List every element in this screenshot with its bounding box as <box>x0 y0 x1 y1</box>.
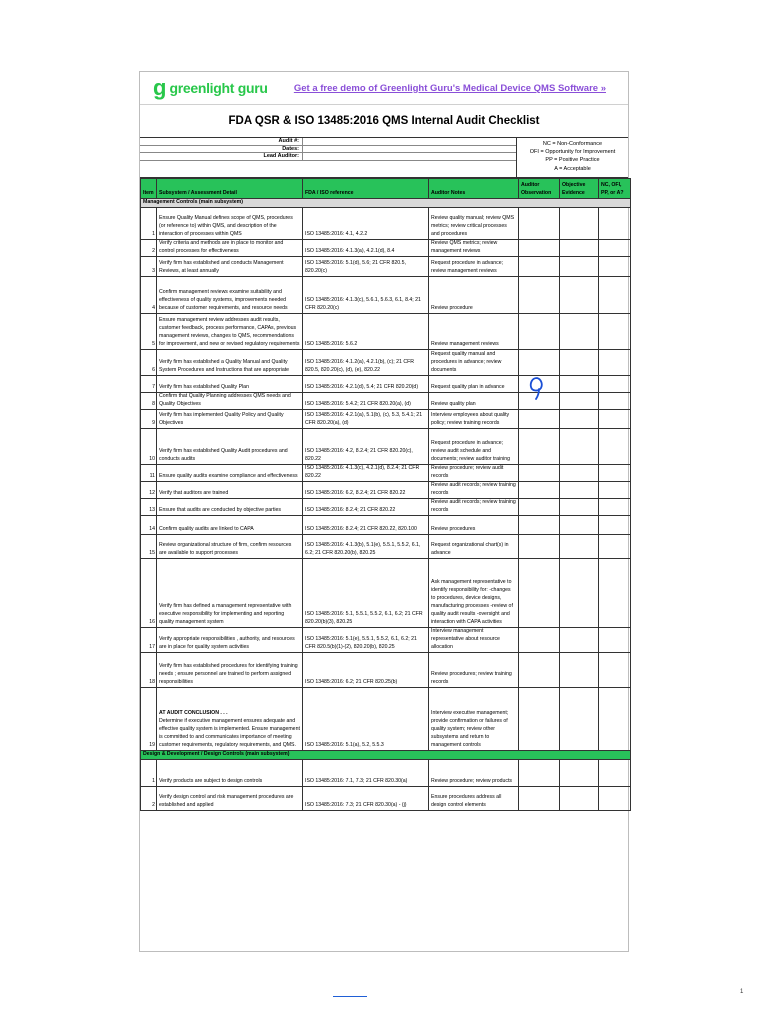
audit-number-field[interactable] <box>302 138 516 145</box>
assessment-detail <box>157 786 303 810</box>
rating-cell[interactable] <box>599 409 631 428</box>
checklist-row <box>141 652 631 687</box>
checklist-row <box>141 428 631 464</box>
reference: ISO 13485:2016: 4.2.1(a), 5.1(b), (c), 5.3, 5.4.1; 21 CFR 820.20(a), (d) <box>303 409 429 428</box>
objective-evidence-cell[interactable] <box>560 277 599 314</box>
rating-cell[interactable] <box>599 786 631 810</box>
section-title: Management Controls (main subsystem) <box>141 199 631 208</box>
item-number: 8 <box>141 393 157 410</box>
assessment-detail <box>157 464 303 481</box>
detail-text: Verify firm has established Quality Audit procedures and conducts audits <box>159 448 288 462</box>
auditor-observation-cell[interactable] <box>519 687 560 750</box>
audit-info-block <box>140 138 628 178</box>
rating-cell[interactable] <box>599 428 631 464</box>
reference: ISO 13485:2016: 4.1.3(c), 4.2.1(d), 8.2.4; 21 CFR 820.22 <box>303 464 429 481</box>
reference: ISO 13485:2016: 6.2; 21 CFR 820.25(b) <box>303 652 429 687</box>
objective-evidence-cell[interactable] <box>560 409 599 428</box>
auditor-observation-cell[interactable] <box>519 759 560 786</box>
auditor-observation-cell[interactable] <box>519 428 560 464</box>
auditor-notes: Review quality plan <box>429 393 519 410</box>
reference: ISO 13485:2016: 4.1.3(b), 5.1(e), 5.5.1, 5.5.2, 6.1, 6.2; 21 CFR 820.20(b), 820.25 <box>303 534 429 558</box>
header-banner <box>140 72 628 105</box>
auditor-notes: Request quality manual and procedures in advance; review documents <box>429 350 519 376</box>
objective-evidence-cell[interactable] <box>560 759 599 786</box>
col-assessment-detail: Subsystem / Assessment Detail <box>157 179 303 199</box>
checklist-row <box>141 498 631 515</box>
item-number: 5 <box>141 314 157 350</box>
auditor-notes: Ensure procedures address all design control elements <box>429 786 519 810</box>
rating-cell[interactable] <box>599 393 631 410</box>
section-title: Design & Development / Design Controls (main subsystem) <box>141 750 631 759</box>
item-number: 6 <box>141 350 157 376</box>
rating-cell[interactable] <box>599 257 631 277</box>
checklist-row <box>141 687 631 750</box>
auditor-notes: Review procedures; review training records <box>429 652 519 687</box>
checklist-row <box>141 759 631 786</box>
objective-evidence-cell[interactable] <box>560 515 599 534</box>
checklist-row <box>141 515 631 534</box>
dates-field[interactable] <box>302 146 516 153</box>
item-number: 19 <box>141 687 157 750</box>
rating-cell[interactable] <box>599 534 631 558</box>
item-number: 13 <box>141 498 157 515</box>
assessment-detail <box>157 498 303 515</box>
legend-item: PP = Positive Practice <box>545 157 600 164</box>
legend-item: A = Acceptable <box>554 165 591 172</box>
checklist-row <box>141 376 631 393</box>
checklist-row <box>141 409 631 428</box>
rating-cell[interactable] <box>599 558 631 627</box>
detail-text: Verify firm has established a Quality Manual and Quality System Procedures and Instructions that are appropriate <box>159 359 290 374</box>
section-header-row <box>141 199 631 208</box>
checklist-row <box>141 277 631 314</box>
item-number: 16 <box>141 558 157 627</box>
reference: ISO 13485:2016: 4.1.2(a), 4.2.1(b), (c); 21 CFR 820.5, 820.20(c), (d), (e), 820.22 <box>303 350 429 376</box>
footer-link-line[interactable] <box>333 996 367 997</box>
reference: ISO 13485:2016: 4.2.1(d), 5.4; 21 CFR 820.20(d) <box>303 376 429 393</box>
auditor-notes: Interview management representative about resource allocation <box>429 627 519 652</box>
item-number: 1 <box>141 759 157 786</box>
col-objective-evidence: Objective Evidence <box>560 179 599 199</box>
column-header-row <box>141 179 631 199</box>
reference: ISO 13485:2016: 7.3; 21 CFR 820.30(a) - (j) <box>303 786 429 810</box>
rating-cell[interactable] <box>599 208 631 240</box>
handwritten-mark <box>528 376 548 402</box>
auditor-observation-cell[interactable] <box>519 464 560 481</box>
item-number: 10 <box>141 428 157 464</box>
auditor-observation-cell[interactable] <box>519 515 560 534</box>
detail-text: Review organizational structure of firm, confirm resources are available to support processes <box>159 542 292 556</box>
rating-cell[interactable] <box>599 314 631 350</box>
auditor-observation-cell[interactable] <box>519 558 560 627</box>
page-number: 1 <box>740 989 744 995</box>
objective-evidence-cell[interactable] <box>560 687 599 750</box>
reference: ISO 13485:2016: 5.1(a), 5.2, 5.5.3 <box>303 687 429 750</box>
auditor-observation-cell[interactable] <box>519 240 560 257</box>
item-number: 4 <box>141 277 157 314</box>
item-number: 9 <box>141 409 157 428</box>
item-number: 2 <box>141 786 157 810</box>
assessment-detail <box>157 350 303 376</box>
item-number: 7 <box>141 376 157 393</box>
checklist-row <box>141 786 631 810</box>
auditor-observation-cell[interactable] <box>519 208 560 240</box>
objective-evidence-cell[interactable] <box>560 627 599 652</box>
reference: ISO 13485:2016: 5.1(e), 5.5.1, 5.5.2, 6.1, 6.2; 21 CFR 820.5(b)(1)-(2), 820.20(b), 820.25 <box>303 627 429 652</box>
section-header-row <box>141 750 631 759</box>
rating-cell[interactable] <box>599 627 631 652</box>
rating-cell[interactable] <box>599 759 631 786</box>
objective-evidence-cell[interactable] <box>560 376 599 393</box>
auditor-notes: Interview employees about quality policy; review training records <box>429 409 519 428</box>
objective-evidence-cell[interactable] <box>560 534 599 558</box>
rating-cell[interactable] <box>599 481 631 498</box>
assessment-detail <box>157 208 303 240</box>
item-number: 2 <box>141 240 157 257</box>
item-number: 12 <box>141 481 157 498</box>
reference: ISO 13485:2016: 4.1.3(c), 5.6.1, 5.6.3, 6.1, 8.4; 21 CFR 820.20(c) <box>303 277 429 314</box>
demo-link[interactable]: Get a free demo of Greenlight Guru's Medical Device QMS Software » <box>293 82 606 94</box>
checklist-row <box>141 208 631 240</box>
detail-text: Confirm quality audits are linked to CAPA <box>159 525 254 532</box>
objective-evidence-cell[interactable] <box>560 257 599 277</box>
auditor-notes: Request organizational chart(s) in advance <box>429 534 519 558</box>
rating-cell[interactable] <box>599 350 631 376</box>
rating-cell[interactable] <box>599 240 631 257</box>
audit-fields <box>140 138 517 177</box>
auditor-observation-cell[interactable] <box>519 409 560 428</box>
lead-auditor-field[interactable] <box>302 153 516 160</box>
auditor-notes: Review procedure; review audit records <box>429 464 519 481</box>
auditor-observation-cell[interactable] <box>519 277 560 314</box>
assessment-detail <box>157 534 303 558</box>
auditor-notes: Review audit records; review training records <box>429 498 519 515</box>
auditor-notes: Request procedure in advance; review audit schedule and documents; review auditor training <box>429 428 519 464</box>
reference: ISO 13485:2016: 5.1(d), 5.6; 21 CFR 820.5, 820.20(c) <box>303 257 429 277</box>
logo-mark-icon: g <box>153 75 167 100</box>
objective-evidence-cell[interactable] <box>560 652 599 687</box>
objective-evidence-cell[interactable] <box>560 314 599 350</box>
detail-text: Ensure quality audits examine compliance and effectiveness <box>159 472 298 479</box>
checklist-row <box>141 627 631 652</box>
detail-text: Ensure Quality Manual defines scope of QMS, procedures (or reference to) within QMS, and description of the interaction of processes within QMS <box>159 215 293 238</box>
reference: ISO 13485:2016: 4.1.3(a), 4.2.1(d), 8.4 <box>303 240 429 257</box>
rating-cell[interactable] <box>599 515 631 534</box>
detail-text: Verify firm has defined a management representative with executive responsibility for implementing and reporting quality management system <box>159 603 292 625</box>
detail-text: Verify firm has implemented Quality Policy and Quality Objectives <box>159 412 284 426</box>
item-number: 18 <box>141 652 157 687</box>
legend-item: NC = Non-Conformance <box>542 141 603 147</box>
auditor-notes: Review audit records; review training records <box>429 481 519 498</box>
assessment-detail <box>157 515 303 534</box>
auditor-notes: Review management reviews <box>429 314 519 350</box>
col-auditor-notes: Auditor Notes <box>429 179 519 199</box>
auditor-notes: Request quality plan in advance <box>429 376 519 393</box>
auditor-observation-cell[interactable] <box>519 627 560 652</box>
item-number: 15 <box>141 534 157 558</box>
assessment-detail <box>157 428 303 464</box>
rating-legend <box>517 138 628 177</box>
assessment-detail <box>157 257 303 277</box>
assessment-detail <box>157 314 303 350</box>
objective-evidence-cell[interactable] <box>560 498 599 515</box>
auditor-notes: Review QMS metrics; review management reviews <box>429 240 519 257</box>
objective-evidence-cell[interactable] <box>560 558 599 627</box>
assessment-detail <box>157 277 303 314</box>
dates-label: Dates: <box>282 145 299 152</box>
reference: ISO 13485:2016: 7.1, 7.3; 21 CFR 820.30(a) <box>303 759 429 786</box>
audit-checklist-table <box>140 178 631 811</box>
objective-evidence-cell[interactable] <box>560 428 599 464</box>
reference: ISO 13485:2016: 5.6.2 <box>303 314 429 350</box>
detail-text: Determine if executive management ensures adequate and effective quality system is implemented. Ensure management is committed to and communicates importance of meeting customer requirements, regulatory requirements, and QMS. <box>159 718 300 748</box>
auditor-notes: Ask management representative to identify responsibility for: -changes to procedures, device designs, manufacturing processes -review of quality audit results -oversight and interaction with CAPA activities <box>429 558 519 627</box>
reference: ISO 13485:2016: 8.2.4; 21 CFR 820.22, 820.100 <box>303 515 429 534</box>
col-auditor-observation: Auditor Observation <box>519 179 560 199</box>
col-item: Item <box>141 179 157 199</box>
detail-text: Confirm management reviews examine suitability and effectiveness of quality systems, improvements needed because of customer requirements, and resource needs <box>159 289 288 312</box>
rating-cell[interactable] <box>599 687 631 750</box>
detail-heading: AT AUDIT CONCLUSION . . . <box>159 710 228 717</box>
checklist-row <box>141 257 631 277</box>
auditor-observation-cell[interactable] <box>519 314 560 350</box>
auditor-observation-cell[interactable] <box>519 257 560 277</box>
auditor-notes: Review procedure <box>429 277 519 314</box>
detail-text: Verify design control and risk management procedures are established and applied <box>159 794 294 808</box>
detail-text: Verify firm has established and conducts Management Reviews, at least annually <box>159 260 284 275</box>
rating-cell[interactable] <box>599 277 631 314</box>
lead-auditor-label: Lead Auditor: <box>263 153 299 159</box>
logo-wordmark: greenlight guru <box>169 80 268 96</box>
auditor-notes: Review procedure; review products <box>429 759 519 786</box>
detail-text: Verify products are subject to design controls <box>159 777 263 784</box>
objective-evidence-cell[interactable] <box>560 350 599 376</box>
detail-text: Verify appropriate responsibilities , authority, and resources are in place for quality system activities <box>159 636 295 650</box>
auditor-notes: Interview executive management; provide confirmation or failures of quality system; review other subsystems and return to management controls <box>429 687 519 750</box>
rating-cell[interactable] <box>599 376 631 393</box>
auditor-observation-cell[interactable] <box>519 534 560 558</box>
assessment-detail <box>157 687 303 750</box>
objective-evidence-cell[interactable] <box>560 464 599 481</box>
assessment-detail <box>157 652 303 687</box>
detail-text: Verify firm has established procedures for identifying training needs ; ensure personnel are trained to perform assigned responsibilities <box>159 663 298 685</box>
item-number: 17 <box>141 627 157 652</box>
checklist-row <box>141 240 631 257</box>
reference: ISO 13485:2016: 6.2, 8.2.4; 21 CFR 820.22 <box>303 481 429 498</box>
detail-text: Verify that auditors are trained <box>159 489 229 496</box>
assessment-detail <box>157 393 303 410</box>
objective-evidence-cell[interactable] <box>560 786 599 810</box>
objective-evidence-cell[interactable] <box>560 481 599 498</box>
checklist-row <box>141 558 631 627</box>
detail-text: Ensure that audits are conducted by objective parties <box>159 506 281 513</box>
detail-text: Verify firm has established Quality Plan <box>159 384 249 391</box>
assessment-detail <box>157 376 303 393</box>
reference: ISO 13485:2016: 5.1, 5.5.1, 5.5.2, 6.1, 6.2; 21 CFR 820.20(b)(3), 820.25 <box>303 558 429 627</box>
rating-cell[interactable] <box>599 464 631 481</box>
detail-text: Ensure management review addresses audit results, customer feedback, process performance, CAPAs, previous management reviews, changes to QMS, recommendations for improvement, and new or revised regulatory requirements <box>159 317 300 348</box>
greenlight-guru-logo[interactable] <box>153 75 268 101</box>
auditor-notes: Request procedure in advance; review management reviews <box>429 257 519 277</box>
checklist-row <box>141 464 631 481</box>
checklist-body <box>141 179 631 811</box>
checklist-row <box>141 350 631 376</box>
auditor-observation-cell[interactable] <box>519 350 560 376</box>
checklist-row <box>141 393 631 410</box>
checklist-row <box>141 481 631 498</box>
checklist-sheet <box>139 71 629 952</box>
auditor-observation-cell[interactable] <box>519 481 560 498</box>
assessment-detail <box>157 481 303 498</box>
checklist-row <box>141 314 631 350</box>
auditor-observation-cell[interactable] <box>519 786 560 810</box>
checklist-row <box>141 534 631 558</box>
reference: ISO 13485:2016: 5.4.2; 21 CFR 820.20(a), (d) <box>303 393 429 410</box>
item-number: 14 <box>141 515 157 534</box>
reference: ISO 13485:2016: 8.2.4; 21 CFR 820.22 <box>303 498 429 515</box>
assessment-detail <box>157 240 303 257</box>
assessment-detail <box>157 627 303 652</box>
legend-item: OFI = Opportunity for Improvement <box>529 149 616 156</box>
auditor-notes: Review procedures <box>429 515 519 534</box>
assessment-detail <box>157 759 303 786</box>
rating-cell[interactable] <box>599 652 631 687</box>
col-rating: NC, OFI, PP, or A? <box>599 179 631 199</box>
detail-text: Confirm that Quality Planning addresses QMS needs and Quality Objectives <box>159 393 291 407</box>
detail-text: Verify criteria and methods are in place to monitor and control processes for effectiveness <box>159 240 284 255</box>
auditor-observation-cell[interactable] <box>519 652 560 687</box>
item-number: 3 <box>141 257 157 277</box>
objective-evidence-cell[interactable] <box>560 208 599 240</box>
col-reference: FDA / ISO reference <box>303 179 429 199</box>
item-number: 1 <box>141 208 157 240</box>
audit-number-label: Audit #: <box>278 138 299 144</box>
reference: ISO 13485:2016: 4.2, 8.2.4; 21 CFR 820.20(c), 820.22 <box>303 428 429 464</box>
assessment-detail <box>157 409 303 428</box>
objective-evidence-cell[interactable] <box>560 240 599 257</box>
auditor-observation-cell[interactable] <box>519 498 560 515</box>
reference: ISO 13485:2016: 4.1, 4.2.2 <box>303 208 429 240</box>
objective-evidence-cell[interactable] <box>560 393 599 410</box>
item-number: 11 <box>141 464 157 481</box>
assessment-detail <box>157 558 303 627</box>
rating-cell[interactable] <box>599 498 631 515</box>
document-title: FDA QSR & ISO 13485:2016 QMS Internal Audit Checklist <box>140 105 628 138</box>
auditor-notes: Review quality manual; review QMS metrics; review critical processes and procedures <box>429 208 519 240</box>
